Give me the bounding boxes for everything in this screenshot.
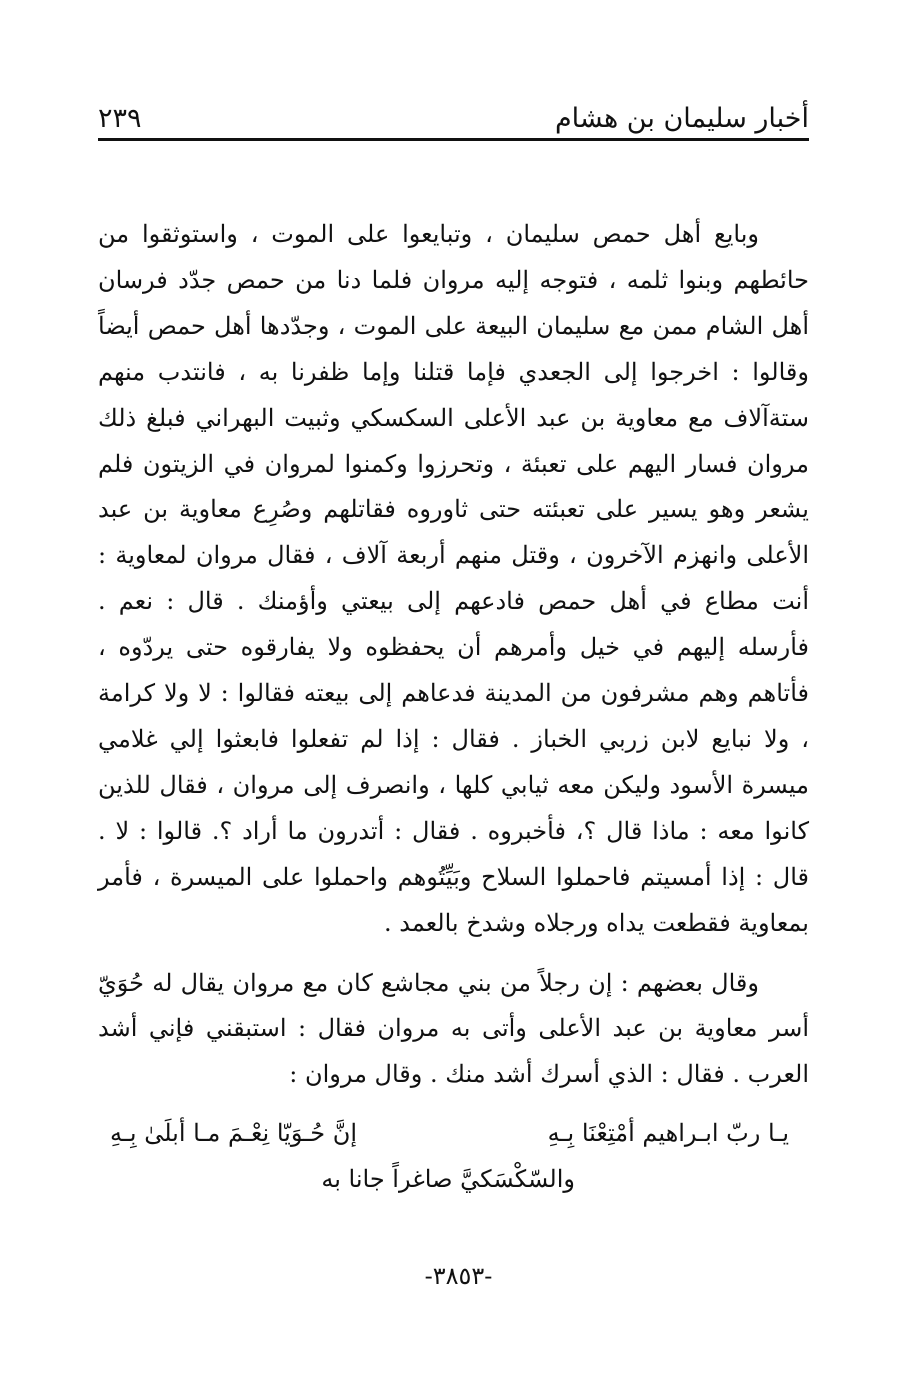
running-title: أخبار سليمان بن هشام (554, 103, 809, 134)
verse-hemistich-first: يـا ربّ ابـراهيم أمْتِعْنَا بِـهِ (547, 1119, 789, 1147)
running-header (98, 88, 809, 134)
folio-number: -٣٨٥٣- (424, 1262, 493, 1290)
page-number: ٢٣٩ (98, 103, 142, 134)
verse-line (98, 1110, 809, 1156)
verse-line (98, 1156, 809, 1202)
verse-hemistich-second: إنَّ حُـوَيّا نِعْـمَ مـا أبلَىٰ بِـهِ (110, 1119, 358, 1147)
header-rule (98, 138, 809, 141)
main-text (98, 212, 809, 1098)
poem-verse (98, 1110, 809, 1202)
paragraph: وقال بعضهم : إن رجلاً من بني مجاشع كان مع مروان يقال له حُوَيّ أسر معاوية بن عبد الأعلى وأتى به مروان فقال : استبقني فإني أشد العرب . فقال : الذي أسرك أشد منك . وقال مروان : (98, 968, 809, 1089)
verse-hemistich-first: والسّكْسَكيَّ صاغراً جانا به (321, 1165, 575, 1193)
paragraph: وبايع أهل حمص سليمان ، وتبايعوا على الموت ، واستوثقوا من حائطهم وبنوا ثلمه ، فتوجه إليه مروان فلما دنا من حمص جدّد فرسان أهل الشام ممن مع سليمان البيعة على الموت ، وجدّدها أهل حمص أيضاً وقالوا : اخرجوا إلى الجعدي فإما قتلنا وإما ظفرنا به ، فانتدب منهم ستةآلاف مع معاوية بن عبد الأعلى السكسكي وثبيت البهراني فبلغ ذلك مروان فسار اليهم على تعبئة ، وتحرزوا وكمنوا لمروان في الزيتون فلم يشعر وهو يسير على تعبئته حتى ثاوروه فقاتلهم وصُرِع معاوية بن عبد الأعلى وانهزم الآخرون ، وقتل منهم أربعة آلاف ، فقال مروان لمعاوية : أنت مطاع في أهل حمص فادعهم إلى بيعتي وأؤمنك . قال : نعم . فأرسله إليهم في خيل وأمرهم أن يحفظوه ولا يفارقوه حتى يردّوه ، فأتاهم وهم مشرفون من المدينة فدعاهم إلى بيعته فقالوا : لا ولا كرامة ، ولا نبايع لابن زربي الخباز . فقال : إذا لم تفعلوا فابعثوا إلي غلامي ميسرة الأسود وليكن معه ثيابي كلها ، وانصرف إلى مروان ، فقال للذين كانوا معه : ماذا قال ؟، فأخبروه . فقال : أتدرون ما أراد ؟. قالوا : لا . قال : إذا أمسيتم فاحملوا السلاح وبَيِّتُوهم واحملوا على الميسرة ، فأمر بمعاوية فقطعت يداه ورجلاه وشدخ بالعمد . (98, 220, 809, 937)
